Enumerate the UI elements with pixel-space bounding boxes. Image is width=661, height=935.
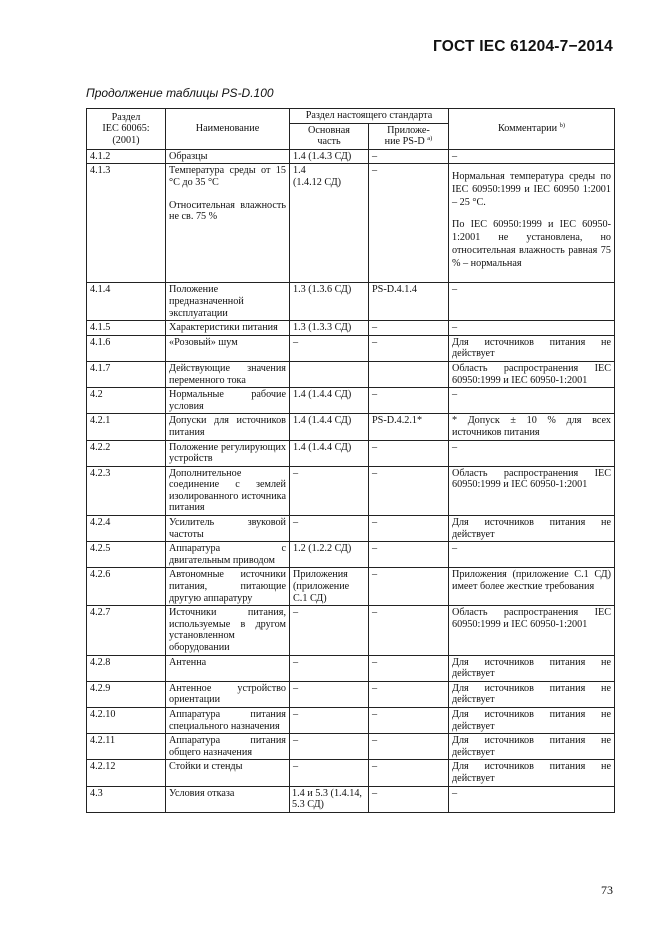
header-name: Наименование [166, 109, 290, 150]
cell-comment: Для источников питания не действует [449, 760, 615, 786]
cell-name: Допуски для источников питания [166, 414, 290, 440]
cell-main: 1.4 (1.4.3 СД) [290, 149, 369, 164]
cell-annex: – [369, 149, 449, 164]
cell-main [290, 361, 369, 387]
cell-comment: – [449, 321, 615, 336]
cell-main: – [290, 707, 369, 733]
cell-section: 4.1.7 [87, 361, 166, 387]
cell-annex: – [369, 542, 449, 568]
cell-name: Температура среды от 15 °С до 35 °С Относительная влажность не св. 75 % [166, 164, 290, 283]
cell-name: Стойки и стенды [166, 760, 290, 786]
cell-annex: – [369, 388, 449, 414]
cell-comment: Для источников питания не действует [449, 655, 615, 681]
table-caption: Продолжение таблицы PS-D.100 [86, 86, 274, 100]
cell-main: 1.3 (1.3.3 СД) [290, 321, 369, 336]
table-row [87, 283, 615, 321]
cell-main: 1.3 (1.3.6 СД) [290, 283, 369, 321]
cell-main: 1.4 (1.4.4 СД) [290, 388, 369, 414]
cell-annex: – [369, 335, 449, 361]
standard-designation: ГОСТ IEC 61204-7−2014 [433, 38, 613, 55]
cell-annex: – [369, 655, 449, 681]
cell-main: – [290, 516, 369, 542]
cell-name: Автономные источники питания, питающие другую аппаратуру [166, 568, 290, 606]
cell-main: – [290, 606, 369, 655]
table-row [87, 361, 615, 387]
cell-comment: – [449, 149, 615, 164]
table-row [87, 164, 615, 283]
cell-name: Аппаратура питания специального назначения [166, 707, 290, 733]
table-row [87, 568, 615, 606]
cell-main: 1.4 (1.4.4 СД) [290, 440, 369, 466]
table-row [87, 414, 615, 440]
cell-section: 4.3 [87, 786, 166, 812]
table-row [87, 335, 615, 361]
cell-comment: Для источников питания не действует [449, 516, 615, 542]
cell-annex: – [369, 606, 449, 655]
cell-section: 4.2.1 [87, 414, 166, 440]
cell-main: – [290, 760, 369, 786]
cell-name: Источники питания, используемые в другом установленном оборудовании [166, 606, 290, 655]
cell-comment: Область распространения IEC 60950:1999 и IEC 60950-1:2001 [449, 606, 615, 655]
header-main-part: Основная часть [290, 123, 369, 149]
header-annex-ps-d: Приложе- ние PS-D $^{а)}$ [369, 123, 449, 149]
cell-comment: – [449, 786, 615, 812]
cell-section: 4.2.7 [87, 606, 166, 655]
cell-annex: – [369, 568, 449, 606]
cell-annex: – [369, 321, 449, 336]
cell-section: 4.2.4 [87, 516, 166, 542]
cell-annex [369, 361, 449, 387]
cell-section: 4.1.2 [87, 149, 166, 164]
table-row [87, 149, 615, 164]
cell-comment: – [449, 542, 615, 568]
cell-annex: – [369, 466, 449, 515]
cell-main: – [290, 335, 369, 361]
cell-annex: – [369, 516, 449, 542]
cell-name: Положение регулирующих устройств [166, 440, 290, 466]
cell-name: Антенна [166, 655, 290, 681]
cell-annex: – [369, 760, 449, 786]
cell-name: Нормальные рабочие условия [166, 388, 290, 414]
cell-main: – [290, 734, 369, 760]
cell-section: 4.2.3 [87, 466, 166, 515]
cell-annex: – [369, 164, 449, 283]
table-row [87, 516, 615, 542]
cell-annex: – [369, 734, 449, 760]
cell-comment: Для источников питания не действует [449, 681, 615, 707]
cell-name: Аппаратура с двигательным приводом [166, 542, 290, 568]
cell-main: Приложения (приложение С.1 СД) [290, 568, 369, 606]
cell-main: 1.4 и 5.3 (1.4.14, 5.3 СД) [290, 786, 369, 812]
cell-annex: PS-D.4.1.4 [369, 283, 449, 321]
cell-name: Положение предназначенной эксплуатации [166, 283, 290, 321]
cell-comment: – [449, 440, 615, 466]
cell-comment: Приложения (приложение С.1 СД) имеет более жесткие требования [449, 568, 615, 606]
cell-name: Действующие значения переменного тока [166, 361, 290, 387]
cell-section: 4.2.6 [87, 568, 166, 606]
cell-section: 4.2.8 [87, 655, 166, 681]
table-row [87, 681, 615, 707]
cell-main: – [290, 681, 369, 707]
cell-name: Усилитель звуковой частоты [166, 516, 290, 542]
cell-main: – [290, 466, 369, 515]
header-comments: Комментарии $^{b)}$ [449, 109, 615, 150]
header-section-iec60065: Раздел IEC 60065: (2001) [87, 109, 166, 150]
cell-section: 4.2.2 [87, 440, 166, 466]
cell-comment: * Допуск ± 10 % для всех источников питания [449, 414, 615, 440]
table-row [87, 606, 615, 655]
cell-name: Антенное устройство ориентации [166, 681, 290, 707]
cell-name: «Розовый» шум [166, 335, 290, 361]
cell-annex: – [369, 681, 449, 707]
cell-section: 4.2 [87, 388, 166, 414]
cell-main: – [290, 655, 369, 681]
table-row [87, 734, 615, 760]
table-row [87, 786, 615, 812]
table-row [87, 707, 615, 733]
cell-comment: Для источников питания не действует [449, 335, 615, 361]
cell-section: 4.2.10 [87, 707, 166, 733]
cell-annex: – [369, 707, 449, 733]
page-number: 73 [601, 883, 613, 897]
cell-section: 4.2.11 [87, 734, 166, 760]
cell-main: 1.4 (1.4.4 СД) [290, 414, 369, 440]
cell-comment: Для источников питания не действует [449, 734, 615, 760]
cell-name: Условия отказа [166, 786, 290, 812]
cell-name: Образцы [166, 149, 290, 164]
table-row [87, 388, 615, 414]
cell-annex: – [369, 786, 449, 812]
cell-section: 4.2.12 [87, 760, 166, 786]
cell-comment: – [449, 388, 615, 414]
cell-name: Аппаратура питания общего назначения [166, 734, 290, 760]
table-row [87, 466, 615, 515]
cell-section: 4.1.3 [87, 164, 166, 283]
cell-annex: PS-D.4.2.1* [369, 414, 449, 440]
table-row [87, 655, 615, 681]
cell-name: Дополнительное соединение с землей изолированного источника питания [166, 466, 290, 515]
cell-comment: Область распространения IEC 60950:1999 и IEC 60950-1:2001 [449, 361, 615, 387]
cell-section: 4.1.6 [87, 335, 166, 361]
cell-section: 4.2.9 [87, 681, 166, 707]
requirements-table [86, 108, 615, 813]
cell-comment: Для источников питания не действует [449, 707, 615, 733]
cell-comment: Область распространения IEC 60950:1999 и IEC 60950-1:2001 [449, 466, 615, 515]
cell-name: Характеристики питания [166, 321, 290, 336]
cell-main: 1.4 (1.4.12 СД) [290, 164, 369, 283]
table-row [87, 440, 615, 466]
cell-comment: Нормальная температура среды по IEC 60950:1999 и IEC 60950 1:2001 – 25 °С. По IEC 60950:1999 и IEC 60950-1:2001 не установлена, но относительная влажность равная 75 % – нормальная [449, 164, 615, 283]
cell-section: 4.1.5 [87, 321, 166, 336]
cell-main: 1.2 (1.2.2 СД) [290, 542, 369, 568]
cell-comment: – [449, 283, 615, 321]
table-row [87, 542, 615, 568]
header-standard-section-group: Раздел настоящего стандарта [290, 109, 449, 124]
cell-section: 4.2.5 [87, 542, 166, 568]
cell-annex: – [369, 440, 449, 466]
cell-section: 4.1.4 [87, 283, 166, 321]
table-row [87, 760, 615, 786]
table-row [87, 321, 615, 336]
